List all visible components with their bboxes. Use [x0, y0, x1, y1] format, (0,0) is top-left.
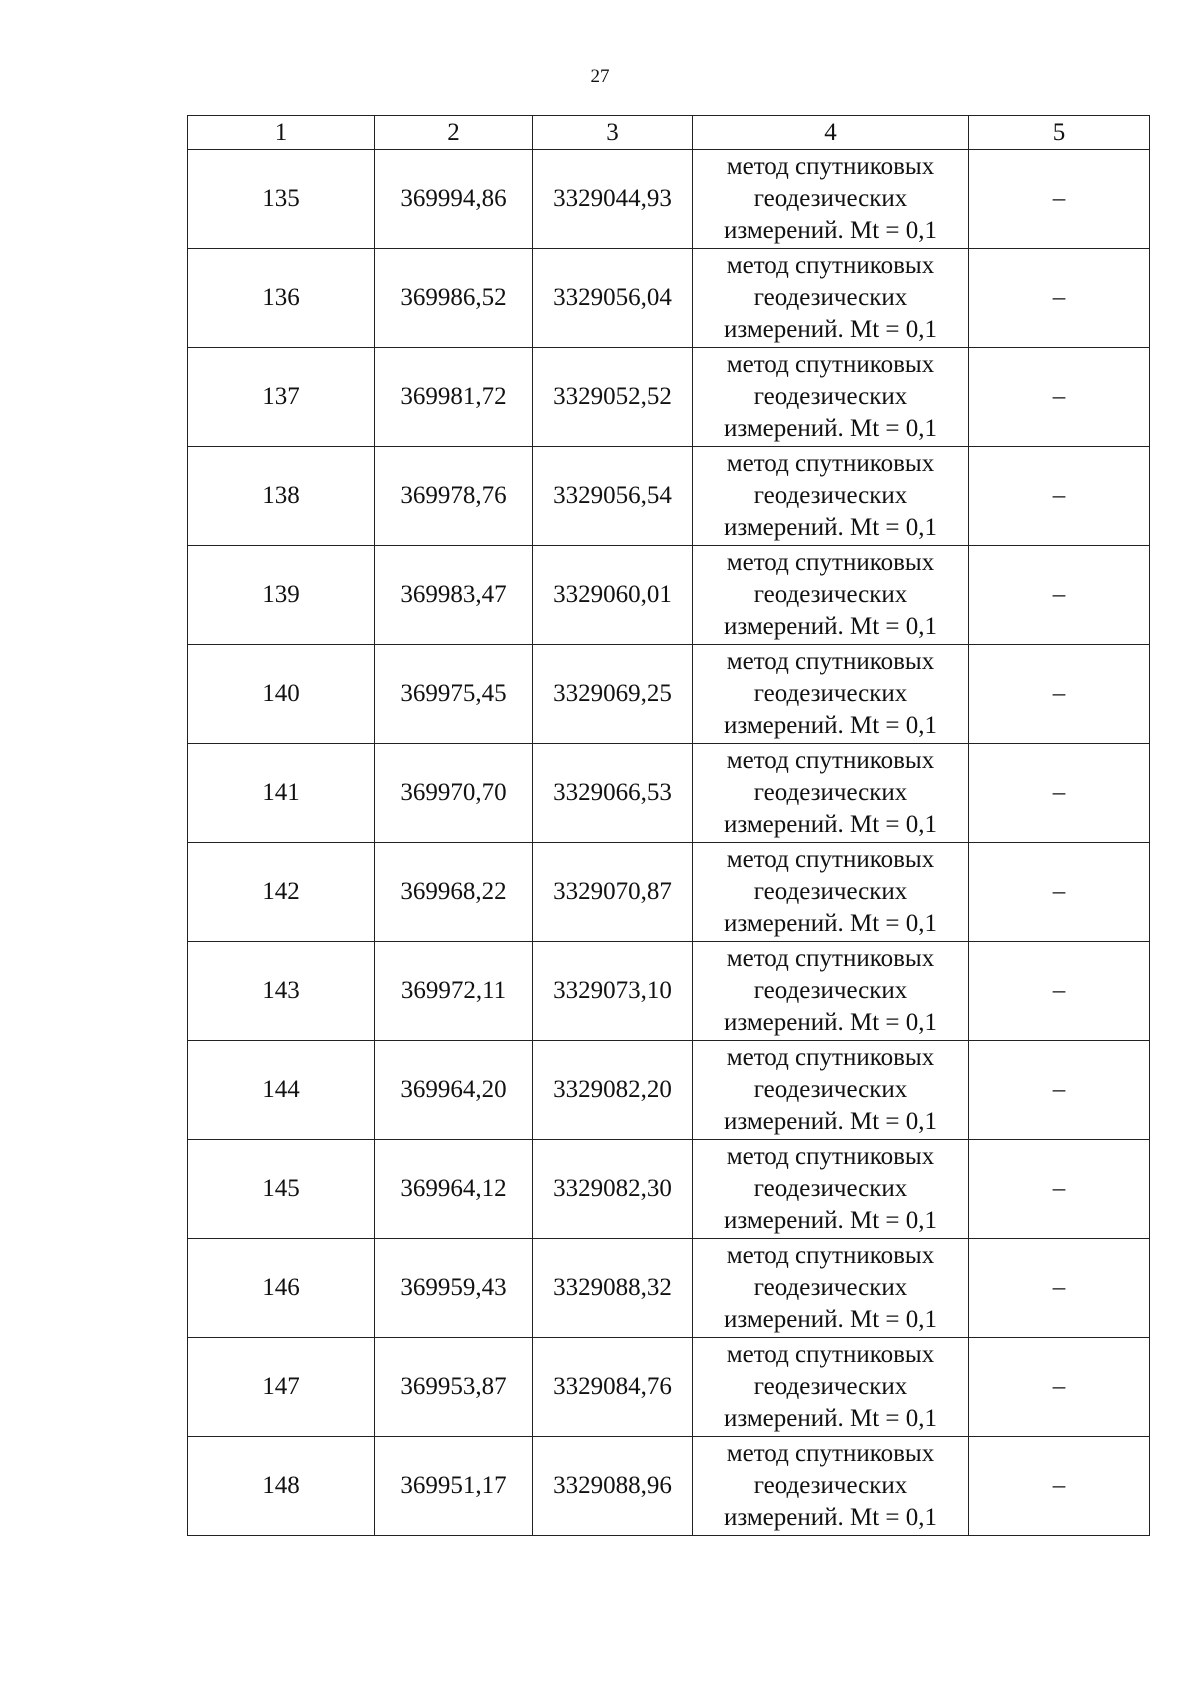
- table-header: [188, 116, 1150, 150]
- method-cell: [693, 348, 969, 447]
- y-coordinate-cell: 3329044,93: [533, 150, 693, 249]
- note-cell: –: [969, 942, 1150, 1041]
- table-row: [188, 1041, 1150, 1140]
- table-row: [188, 1239, 1150, 1338]
- x-coordinate-cell: 369978,76: [375, 447, 533, 546]
- point-number-cell: 139: [188, 546, 375, 645]
- method-line: геодезических: [753, 779, 908, 806]
- table-body: [188, 150, 1150, 1536]
- method-cell: [693, 249, 969, 348]
- note-cell: –: [969, 1140, 1150, 1239]
- method-line: метод спутниковых: [726, 153, 935, 180]
- method-line: геодезических: [753, 1274, 908, 1301]
- x-coordinate-cell: 369970,70: [375, 744, 533, 843]
- method-line: геодезических: [753, 185, 908, 212]
- y-coordinate-cell: 3329082,30: [533, 1140, 693, 1239]
- y-coordinate-cell: 3329070,87: [533, 843, 693, 942]
- page-number: 27: [590, 66, 610, 87]
- point-number-cell: 143: [188, 942, 375, 1041]
- x-coordinate-cell: 369983,47: [375, 546, 533, 645]
- method-line: метод спутниковых: [726, 1341, 935, 1368]
- x-coordinate-cell: 369994,86: [375, 150, 533, 249]
- note-cell: –: [969, 1338, 1150, 1437]
- table-row: [188, 249, 1150, 348]
- method-line: метод спутниковых: [726, 747, 935, 774]
- table-row: [188, 645, 1150, 744]
- y-coordinate-cell: 3329056,54: [533, 447, 693, 546]
- y-coordinate-cell: 3329073,10: [533, 942, 693, 1041]
- note-cell: –: [969, 546, 1150, 645]
- method-line: геодезических: [753, 977, 908, 1004]
- point-number-cell: 148: [188, 1437, 375, 1536]
- point-number-cell: 136: [188, 249, 375, 348]
- method-line: геодезических: [753, 878, 908, 905]
- method-cell: [693, 1239, 969, 1338]
- method-cell: [693, 1041, 969, 1140]
- method-line: измерений. Mt = 0,1: [723, 217, 938, 244]
- method-line: измерений. Mt = 0,1: [723, 316, 938, 343]
- note-cell: –: [969, 249, 1150, 348]
- method-line: измерений. Mt = 0,1: [723, 1108, 938, 1135]
- method-line: измерений. Mt = 0,1: [723, 415, 938, 442]
- note-cell: –: [969, 150, 1150, 249]
- note-cell: –: [969, 1239, 1150, 1338]
- method-line: геодезических: [753, 1472, 908, 1499]
- method-line: метод спутниковых: [726, 1440, 935, 1467]
- y-coordinate-cell: 3329066,53: [533, 744, 693, 843]
- method-cell: [693, 447, 969, 546]
- header-row: [188, 116, 1150, 150]
- note-cell: –: [969, 744, 1150, 843]
- method-line: геодезических: [753, 1076, 908, 1103]
- x-coordinate-cell: 369953,87: [375, 1338, 533, 1437]
- method-line: измерений. Mt = 0,1: [723, 1009, 938, 1036]
- method-line: метод спутниковых: [726, 1143, 935, 1170]
- method-cell: [693, 942, 969, 1041]
- point-number-cell: 145: [188, 1140, 375, 1239]
- method-cell: [693, 1140, 969, 1239]
- note-cell: –: [969, 1437, 1150, 1536]
- x-coordinate-cell: 369986,52: [375, 249, 533, 348]
- table-row: [188, 447, 1150, 546]
- point-number-cell: 147: [188, 1338, 375, 1437]
- method-line: измерений. Mt = 0,1: [723, 910, 938, 937]
- y-coordinate-cell: 3329084,76: [533, 1338, 693, 1437]
- method-line: измерений. Mt = 0,1: [723, 1207, 938, 1234]
- column-header-5: 5: [969, 116, 1150, 150]
- method-cell: [693, 645, 969, 744]
- method-line: геодезических: [753, 581, 908, 608]
- x-coordinate-cell: 369972,11: [375, 942, 533, 1041]
- x-coordinate-cell: 369981,72: [375, 348, 533, 447]
- table-row: [188, 942, 1150, 1041]
- table-row: [188, 546, 1150, 645]
- method-line: геодезических: [753, 284, 908, 311]
- x-coordinate-cell: 369975,45: [375, 645, 533, 744]
- table-row: [188, 1437, 1150, 1536]
- column-header-2: 2: [375, 116, 533, 150]
- coordinates-table: [187, 115, 1150, 1536]
- point-number-cell: 138: [188, 447, 375, 546]
- table-row: [188, 150, 1150, 249]
- column-header-4: 4: [693, 116, 969, 150]
- point-number-cell: 137: [188, 348, 375, 447]
- method-line: измерений. Mt = 0,1: [723, 712, 938, 739]
- method-line: метод спутниковых: [726, 1044, 935, 1071]
- method-cell: [693, 843, 969, 942]
- method-line: геодезических: [753, 482, 908, 509]
- method-line: геодезических: [753, 1175, 908, 1202]
- method-line: измерений. Mt = 0,1: [723, 1504, 938, 1531]
- table-row: [188, 1140, 1150, 1239]
- y-coordinate-cell: 3329088,96: [533, 1437, 693, 1536]
- note-cell: –: [969, 843, 1150, 942]
- note-cell: –: [969, 1041, 1150, 1140]
- column-header-3: 3: [533, 116, 693, 150]
- method-line: метод спутниковых: [726, 351, 935, 378]
- method-line: метод спутниковых: [726, 846, 935, 873]
- point-number-cell: 140: [188, 645, 375, 744]
- y-coordinate-cell: 3329056,04: [533, 249, 693, 348]
- note-cell: –: [969, 348, 1150, 447]
- method-line: метод спутниковых: [726, 648, 935, 675]
- x-coordinate-cell: 369964,12: [375, 1140, 533, 1239]
- method-line: измерений. Mt = 0,1: [723, 613, 938, 640]
- point-number-cell: 144: [188, 1041, 375, 1140]
- method-cell: [693, 1338, 969, 1437]
- method-line: метод спутниковых: [726, 945, 935, 972]
- method-line: геодезических: [753, 383, 908, 410]
- method-cell: [693, 744, 969, 843]
- table-row: [188, 348, 1150, 447]
- method-line: геодезических: [753, 680, 908, 707]
- point-number-cell: 141: [188, 744, 375, 843]
- note-cell: –: [969, 447, 1150, 546]
- y-coordinate-cell: 3329088,32: [533, 1239, 693, 1338]
- point-number-cell: 146: [188, 1239, 375, 1338]
- method-cell: [693, 546, 969, 645]
- y-coordinate-cell: 3329082,20: [533, 1041, 693, 1140]
- method-line: метод спутниковых: [726, 450, 935, 477]
- y-coordinate-cell: 3329060,01: [533, 546, 693, 645]
- method-line: измерений. Mt = 0,1: [723, 1405, 938, 1432]
- x-coordinate-cell: 369959,43: [375, 1239, 533, 1338]
- y-coordinate-cell: 3329052,52: [533, 348, 693, 447]
- method-cell: [693, 150, 969, 249]
- table-row: [188, 744, 1150, 843]
- method-line: метод спутниковых: [726, 549, 935, 576]
- x-coordinate-cell: 369951,17: [375, 1437, 533, 1536]
- y-coordinate-cell: 3329069,25: [533, 645, 693, 744]
- method-line: метод спутниковых: [726, 252, 935, 279]
- column-header-1: 1: [188, 116, 375, 150]
- table-row: [188, 1338, 1150, 1437]
- note-cell: –: [969, 645, 1150, 744]
- point-number-cell: 135: [188, 150, 375, 249]
- method-cell: [693, 1437, 969, 1536]
- x-coordinate-cell: 369968,22: [375, 843, 533, 942]
- x-coordinate-cell: 369964,20: [375, 1041, 533, 1140]
- method-line: измерений. Mt = 0,1: [723, 514, 938, 541]
- table-row: [188, 843, 1150, 942]
- method-line: измерений. Mt = 0,1: [723, 1306, 938, 1333]
- method-line: измерений. Mt = 0,1: [723, 811, 938, 838]
- point-number-cell: 142: [188, 843, 375, 942]
- method-line: геодезических: [753, 1373, 908, 1400]
- method-line: метод спутниковых: [726, 1242, 935, 1269]
